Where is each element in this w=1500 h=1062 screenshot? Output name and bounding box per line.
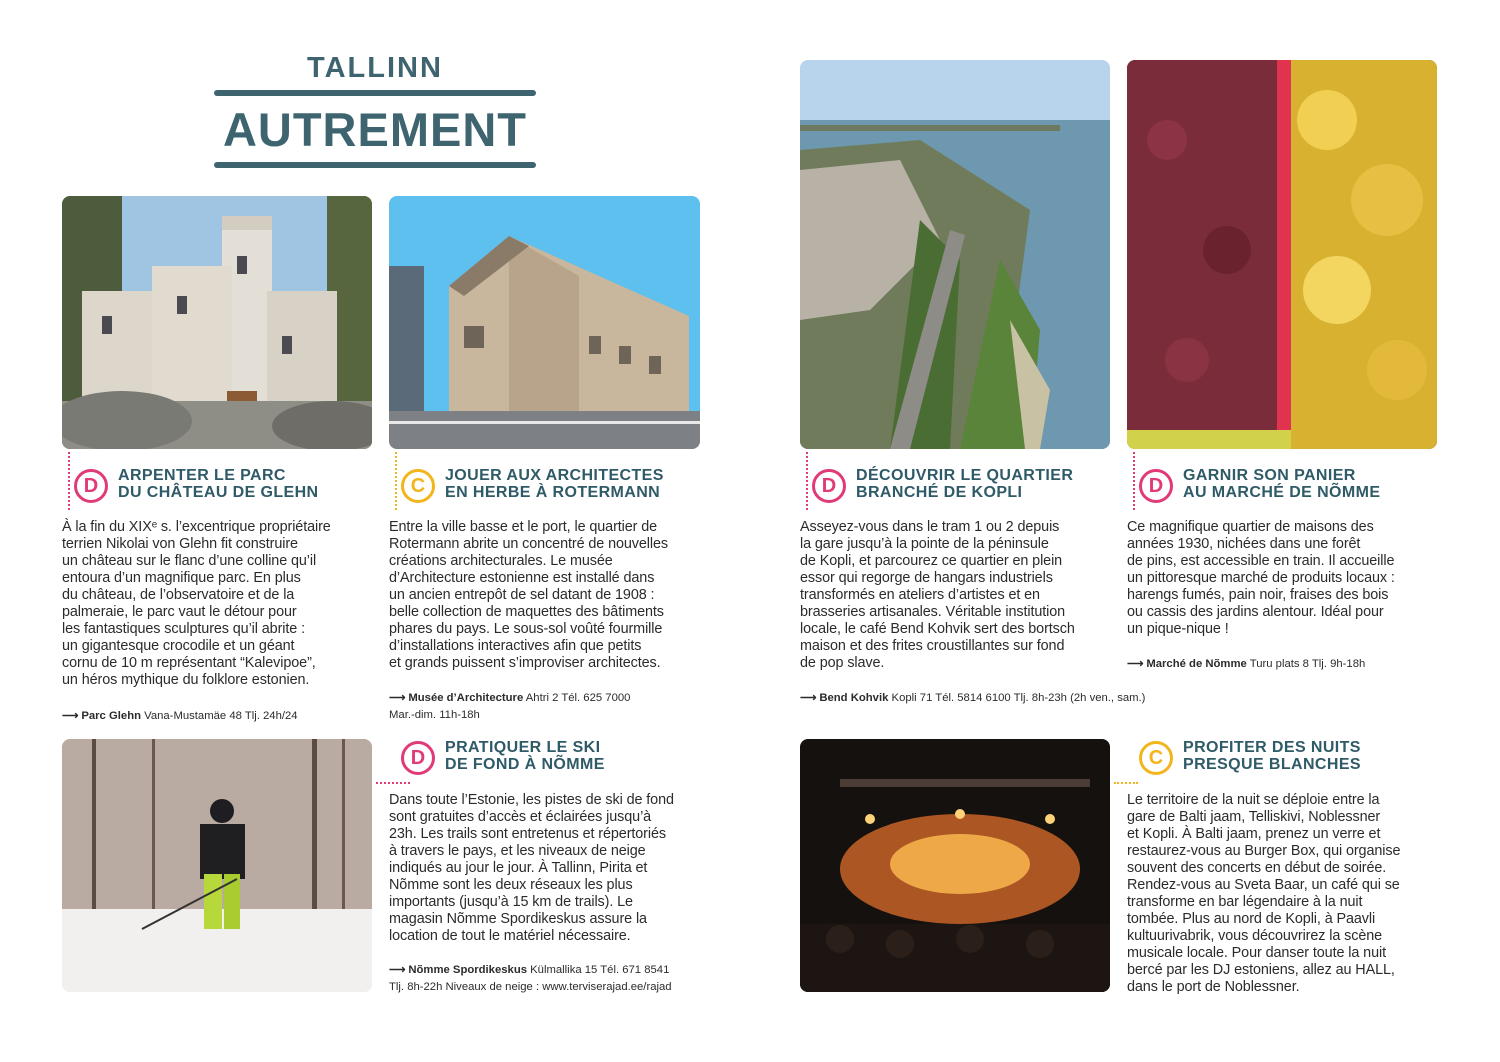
body-line: et Kopli. À Balti jaam, prenez un verre et (1127, 826, 1381, 842)
body-line: cornu de 10 m représentant “Kalevipoe”, (62, 655, 316, 671)
body-line: la gare jusqu’à la pointe de la péninsule (800, 536, 1049, 552)
body-line: un héros mythique du folklore estonien. (62, 672, 310, 688)
article-5-heading-line-2: DE FOND À NÕMME (445, 756, 605, 773)
body-line: Rendez-vous au Sveta Baar, un café qui se (1127, 877, 1400, 893)
body-line: sont gratuites d’accès et éclairées jusqu’à (389, 809, 652, 825)
body-line: belle collection de maquettes des bâtiments (389, 604, 664, 620)
body-line: dans le port de Noblessner. (1127, 979, 1300, 995)
arrow-right-icon: ⟶ (62, 710, 79, 722)
article-1-heading (74, 467, 319, 503)
title-rule-bottom (214, 162, 536, 168)
body-line: transforme en bar légendaire à la nuit (1127, 894, 1363, 910)
body-line: À la fin du XIXᵉ s. l’excentrique propriétaire (62, 519, 331, 535)
article-3-heading (812, 467, 1073, 503)
body-line: Le territoire de la nuit se déploie entre la (1127, 792, 1380, 808)
body-line: terrien Nikolai von Glehn fit construire (62, 536, 298, 552)
article-6-heading-line-2: PRESQUE BLANCHES (1183, 756, 1361, 773)
body-line: d’installations interactives afin que petits (389, 638, 642, 654)
article-4-info (1127, 656, 1365, 673)
arrow-right-icon: ⟶ (389, 692, 406, 704)
body-line: un pique-nique ! (1127, 621, 1229, 637)
article-5-info-line-2: Tlj. 8h-22h Niveaux de neige : www.terviserajad.ee/rajad (389, 981, 672, 993)
article-2-heading-line-2: EN HERBE À ROTERMANN (445, 484, 661, 501)
article-2-info-name: Musée d’Architecture (408, 692, 524, 704)
body-line: locale, le café Bend Kohvik sert des bortsch (800, 621, 1075, 637)
body-line: ou cassis des jardins alentour. Idéal pour (1127, 604, 1384, 620)
arrow-right-icon: ⟶ (800, 692, 817, 704)
body-line: un pittoresque marché de produits locaux : (1127, 570, 1395, 586)
body-line: tombée. Plus au nord de Kopli, à Paavli (1127, 911, 1376, 927)
body-line: musicale locale. Pour danser toute la nuit (1127, 945, 1386, 961)
body-line: un gigantesque crocodile et un géant (62, 638, 295, 654)
arrow-right-icon: ⟶ (1127, 658, 1144, 670)
body-line: restaurez-vous au Burger Box, qui organise (1127, 843, 1401, 859)
body-line: bercé par les DJ estoniens, allez au HALL, (1127, 962, 1395, 978)
page-title-autrement: AUTREMENT (222, 103, 528, 156)
d-badge-icon: D (74, 469, 108, 503)
article-2-info (389, 690, 630, 724)
article-6-heading (1139, 739, 1361, 775)
body-line: maison et des frites croustillantes sur fond (800, 638, 1065, 654)
article-2-info-line-1: Ahtri 2 Tél. 625 7000 (525, 692, 631, 704)
body-line: créations architecturales. Le musée (389, 553, 613, 569)
body-line: du château, de l’observatoire et de la (62, 587, 295, 603)
body-line: indiqués au jour le jour. À Tallinn, Pirita et (389, 860, 648, 876)
body-line: de pop slave. (800, 655, 885, 671)
dotted-divider-2 (395, 452, 397, 510)
body-line: à travers le pays, et les niveaux de neige (389, 843, 646, 859)
page-title-block (214, 50, 536, 168)
article-5-info-line-1: Külmallika 15 Tél. 671 8541 (530, 964, 670, 976)
article-6-body (1127, 792, 1437, 996)
d-badge-icon: D (401, 741, 435, 775)
title-rule-top (214, 90, 536, 96)
dotted-divider-1 (68, 452, 70, 510)
body-line: Asseyez-vous dans le tram 1 ou 2 depuis (800, 519, 1060, 535)
body-line: Dans toute l’Estonie, les pistes de ski de fond (389, 792, 674, 808)
article-1-body (62, 519, 372, 689)
body-line: et grands puissent s’improviser architectes. (389, 655, 661, 671)
c-badge-icon: C (1139, 741, 1173, 775)
body-line: location de tout le matériel nécessaire. (389, 928, 631, 944)
photo-glehn-castle (62, 196, 372, 449)
article-3-body (800, 519, 1110, 672)
c-badge-icon: C (401, 469, 435, 503)
article-3-info-name: Bend Kohvik (819, 692, 889, 704)
body-line: Rotermann abrite un concentré de nouvelles (389, 536, 668, 552)
article-3-info-line-1: Kopli 71 Tél. 5814 6100 Tlj. 8h-23h (2h ven., sam.) (891, 692, 1146, 704)
body-line: années 1930, nichées dans une forêt (1127, 536, 1361, 552)
body-line: de Kopli, et parcourez ce quartier en plein (800, 553, 1063, 569)
dotted-divider-3 (806, 452, 808, 510)
article-2-heading-line-1: JOUER AUX ARCHITECTES (445, 467, 664, 484)
body-line: magasin Nõmme Spordikeskus assure la (389, 911, 647, 927)
article-5-info-name: Nõmme Spordikeskus (408, 964, 527, 976)
body-line: entoura d’un magnifique parc. En plus (62, 570, 301, 586)
photo-nomme-market (1127, 60, 1437, 449)
body-line: essor qui regorge de hangars industriels (800, 570, 1053, 586)
article-4-body (1127, 519, 1437, 638)
article-4-heading (1139, 467, 1380, 503)
body-line: palmeraie, le parc vaut le détour pour (62, 604, 297, 620)
d-badge-icon: D (812, 469, 846, 503)
body-line: Nõmme sont les deux réseaux les plus (389, 877, 633, 893)
body-line: un château sur le flanc d’une colline qu’il (62, 553, 317, 569)
article-3-heading-line-1: DÉCOUVRIR LE QUARTIER (856, 467, 1074, 484)
body-line: Ce magnifique quartier de maisons des (1127, 519, 1374, 535)
article-1-info-line-1: Vana-Mustamäe 48 Tlj. 24h/24 (144, 710, 298, 722)
photo-cross-country-ski (62, 739, 372, 992)
article-1-heading-line-2: DU CHÂTEAU DE GLEHN (118, 484, 319, 501)
article-2-body (389, 519, 700, 672)
article-3-info (800, 690, 1145, 707)
page-title-tallinn: TALLINN (307, 52, 443, 84)
article-1-info (62, 708, 298, 725)
photo-night-concert (800, 739, 1110, 992)
article-5-info (389, 962, 672, 996)
dotted-divider-6 (1114, 782, 1138, 784)
photo-rotermann-museum (389, 196, 700, 449)
article-6-heading-line-1: PROFITER DES NUITS (1183, 739, 1361, 756)
body-line: souvent des concerts en début de soirée. (1127, 860, 1387, 876)
body-line: importants (jusqu’à 15 km de trails). Le (389, 894, 633, 910)
d-badge-icon: D (1139, 469, 1173, 503)
article-2-info-line-2: Mar.-dim. 11h-18h (389, 709, 480, 721)
body-line: brasseries artisanales. Véritable institution (800, 604, 1066, 620)
article-4-info-name: Marché de Nõmme (1146, 658, 1247, 670)
article-4-heading-line-1: GARNIR SON PANIER (1183, 467, 1356, 484)
body-line: d’Architecture estonienne est installé dans (389, 570, 655, 586)
article-4-heading-line-2: AU MARCHÉ DE NÕMME (1183, 484, 1381, 501)
body-line: harengs fumés, pain noir, fraises des bois (1127, 587, 1389, 603)
body-line: 23h. Les trails sont entretenus et répertoriés (389, 826, 666, 842)
article-4-info-line-1: Turu plats 8 Tlj. 9h-18h (1249, 658, 1366, 670)
article-2-heading (401, 467, 664, 503)
body-line: phares du pays. Le sous-sol voûté fourmille (389, 621, 663, 637)
body-line: gare de Balti jaam, Telliskivi, Noblessner (1127, 809, 1381, 825)
article-1-heading-line-1: ARPENTER LE PARC (118, 467, 286, 484)
article-5-heading-line-1: PRATIQUER LE SKI (445, 739, 601, 756)
body-line: les fantastiques sculptures qu’il abrite : (62, 621, 305, 637)
body-line: de pins, est accessible en train. Il accueille (1127, 553, 1395, 569)
arrow-right-icon: ⟶ (389, 964, 406, 976)
dotted-divider-4 (1133, 452, 1135, 510)
body-line: kultuurivabrik, vous découvrirez la scène (1127, 928, 1383, 944)
article-5-body (389, 792, 700, 945)
article-1-info-name: Parc Glehn (81, 710, 141, 722)
article-3-heading-line-2: BRANCHÉ DE KOPLI (856, 484, 1023, 501)
body-line: transformés en ateliers d’artistes et en (800, 587, 1040, 603)
photo-kopli-aerial (800, 60, 1110, 449)
article-5-heading (401, 739, 605, 775)
dotted-divider-5 (376, 782, 410, 784)
body-line: Entre la ville basse et le port, le quartier de (389, 519, 658, 535)
body-line: un ancien entrepôt de sel datant de 1908 : (389, 587, 655, 603)
